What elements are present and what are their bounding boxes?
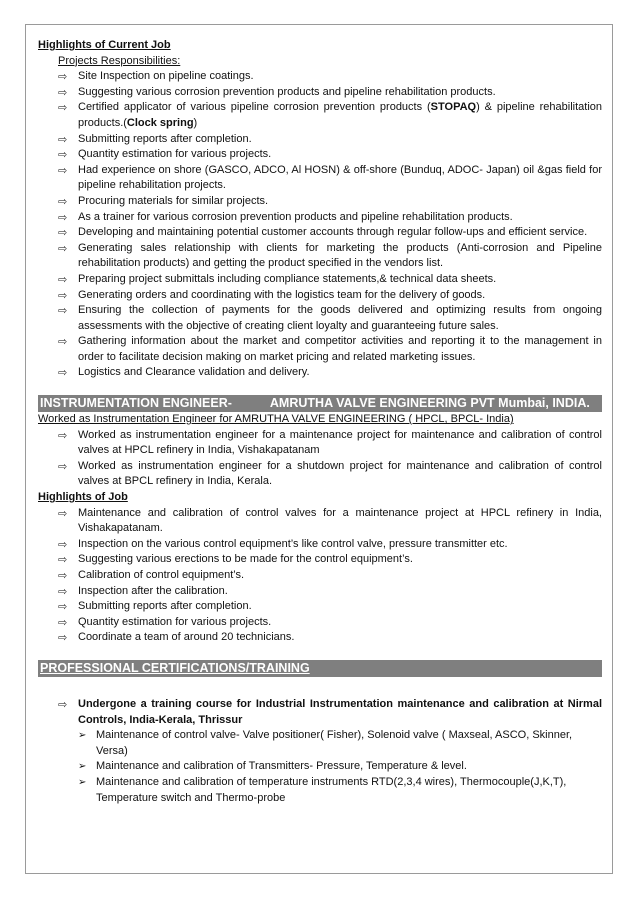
arrow-bullet-icon: ⇨ (58, 241, 68, 255)
instrumentation-company: AMRUTHA VALVE ENGINEERING PVT Mumbai, INDIA. (269, 396, 590, 411)
arrow-bullet-icon: ⇨ (58, 506, 68, 520)
item-text: Quantity estimation for various projects. (78, 148, 272, 161)
current-job-item (58, 147, 602, 163)
item-text: Had experience on shore (GASCO, ADCO, Al HOSN) & off-shore (Bunduq, ADOC- Japan) oil &gas field for pipeline rehabilitation projects. (78, 163, 602, 192)
instrumentation-section-bar (38, 395, 602, 412)
current-job-list (38, 69, 602, 381)
arrow-bullet-icon: ⇨ (58, 288, 68, 302)
item-text: Maintenance and calibration of control valves for a maintenance project at HPCL refinery in India, Vishakapatanam. (78, 506, 602, 535)
item-text: Generating sales relationship with clients for marketing the products (Anti-corrosion and Pipeline rehabilitation products) and getting the product specified in the vendors list. (78, 241, 602, 270)
item-text: Procuring materials for similar projects. (78, 194, 269, 207)
arrow-bullet-icon: ⇨ (58, 132, 68, 146)
arrow-bullet-icon: ⇨ (58, 210, 68, 224)
highlights-of-job-heading: Highlights of Job (38, 491, 128, 504)
current-job-item (58, 288, 602, 304)
certifications-section-bar (38, 660, 602, 677)
training-list (38, 697, 602, 728)
arrow-bullet-icon: ⇨ (58, 600, 68, 614)
item-text: Maintenance and calibration of Transmitters- Pressure, Temperature & level. (96, 760, 467, 773)
current-job-item (58, 365, 602, 381)
bold-text: STOPAQ (430, 101, 477, 114)
item-text: Suggesting various corrosion prevention products and pipeline rehabilitation products. (78, 85, 496, 98)
item-text: Certified applicator of various pipeline corrosion prevention products ( (78, 101, 431, 114)
highlight-item (58, 537, 602, 553)
resume-page-content (38, 38, 602, 806)
training-sub-item (78, 759, 602, 775)
check-arrow-bullet-icon: ➢ (78, 776, 87, 788)
worked-item (58, 459, 602, 490)
arrow-bullet-icon: ⇨ (58, 697, 68, 711)
current-job-item (58, 194, 602, 210)
arrow-bullet-icon: ⇨ (58, 148, 68, 162)
certifications-title: PROFESSIONAL CERTIFICATIONS/TRAINING (40, 660, 310, 675)
training-course-item (58, 697, 602, 728)
item-text: Calibration of control equipment’s. (78, 569, 245, 581)
arrow-bullet-icon: ⇨ (58, 194, 68, 208)
highlight-item (58, 615, 602, 631)
item-text: Gathering information about the market and competitor activities and reporting it to the management in order to facilitate decision making on market pricing and related marketing issues. (78, 335, 602, 363)
arrow-bullet-icon: ⇨ (58, 366, 68, 380)
item-text: Inspection after the calibration. (78, 584, 228, 597)
highlight-item (58, 630, 602, 646)
item-text: Site Inspection on pipeline coatings. (78, 70, 254, 83)
item-text: Quantity estimation for various projects. (78, 615, 272, 628)
item-text: Logistics and Clearance validation and delivery. (78, 366, 310, 379)
current-job-heading: Highlights of Current Job (38, 39, 171, 51)
item-text: Submitting reports after completion. (78, 132, 252, 145)
projects-responsibilities-label: Projects Responsibilities: (58, 54, 181, 67)
current-job-item (58, 225, 602, 241)
item-text: Worked as instrumentation engineer for a shutdown project for maintenance and calibration of control valves at BPCL refinery in India, Kerala. (78, 459, 602, 488)
arrow-bullet-icon: ⇨ (58, 537, 68, 551)
arrow-bullet-icon: ⇨ (58, 335, 68, 349)
highlight-item (58, 584, 602, 600)
item-text: Generating orders and coordinating with the logistics team for the delivery of goods. (78, 288, 486, 301)
item-text: ) (193, 116, 198, 129)
arrow-bullet-icon: ⇨ (58, 70, 68, 84)
item-text: Ensuring the collection of payments for the goods delivered and optimizing results from ongoing assessments with the objective of creating client loyalty and guaranteeing future sales. (78, 304, 602, 332)
training-sub-item (78, 775, 602, 806)
arrow-bullet-icon: ⇨ (58, 459, 68, 473)
arrow-bullet-icon: ⇨ (58, 85, 68, 99)
arrow-bullet-icon: ⇨ (58, 163, 68, 177)
highlight-item (58, 599, 602, 615)
current-job-item (58, 85, 602, 101)
item-text: Submitting reports after completion. (78, 600, 252, 613)
current-job-item (58, 241, 602, 272)
worked-item (58, 428, 602, 459)
highlight-item (58, 568, 602, 584)
training-sub-item (78, 728, 602, 759)
highlights-list (38, 506, 602, 646)
item-text: Preparing project submittals including compliance statements,& technical data sheets. (78, 272, 497, 285)
instrumentation-role-title: INSTRUMENTATION ENGINEER- (40, 396, 232, 411)
item-text: As a trainer for various corrosion prevention products and pipeline rehabilitation products. (78, 210, 513, 223)
worked-as-line: Worked as Instrumentation Engineer for AMRUTHA VALVE ENGINEERING ( HPCL, BPCL- India) (38, 413, 514, 426)
training-sub-list (38, 728, 602, 806)
arrow-bullet-icon: ⇨ (58, 428, 68, 442)
arrow-bullet-icon: ⇨ (58, 631, 68, 645)
current-job-item (58, 132, 602, 148)
item-text: Suggesting various erections to be made for the control equipment’s. (78, 553, 413, 566)
current-job-item (58, 272, 602, 288)
bold-text: Clock spring (126, 116, 194, 129)
current-job-item (58, 100, 602, 131)
arrow-bullet-icon: ⇨ (58, 304, 68, 318)
item-text: Worked as instrumentation engineer for a maintenance project for maintenance and calibration of control valves at HPCL refinery in India, Vishakapatanam (78, 428, 602, 457)
current-job-item (58, 163, 602, 194)
item-text: Inspection on the various control equipment’s like control valve, pressure transmitter etc. (78, 537, 508, 550)
training-course-text: Undergone a training course for Industrial Instrumentation maintenance and calibration at Nirmal Controls, India-Kerala, Thrissur (78, 697, 602, 726)
arrow-bullet-icon: ⇨ (58, 615, 68, 629)
item-text: Maintenance and calibration of temperature instruments RTD(2,3,4 wires), Thermocouple(J,K,T), Temperature switch and Thermo-probe (96, 775, 567, 804)
arrow-bullet-icon: ⇨ (58, 569, 68, 582)
arrow-bullet-icon: ⇨ (58, 101, 68, 115)
current-job-item (58, 69, 602, 85)
current-job-item (58, 303, 602, 334)
item-text: Maintenance of control valve- Valve positioner( Fisher), Solenoid valve ( Maxseal, ASCO, Skinner, Versa) (96, 729, 573, 757)
arrow-bullet-icon: ⇨ (58, 272, 68, 286)
item-text: Coordinate a team of around 20 technicians. (78, 631, 295, 644)
highlight-item (58, 552, 602, 568)
arrow-bullet-icon: ⇨ (58, 226, 68, 240)
check-arrow-bullet-icon: ➢ (78, 730, 87, 742)
arrow-bullet-icon: ⇨ (58, 553, 68, 567)
highlight-item (58, 506, 602, 537)
check-arrow-bullet-icon: ➢ (78, 761, 87, 773)
item-text: Developing and maintaining potential customer accounts through regular follow-ups and efficient service. (78, 226, 588, 239)
worked-list (38, 428, 602, 490)
item-text: ) & pipeline rehabilitation products.( (78, 101, 603, 129)
current-job-item (58, 334, 602, 365)
arrow-bullet-icon: ⇨ (58, 584, 68, 598)
current-job-item (58, 210, 602, 226)
